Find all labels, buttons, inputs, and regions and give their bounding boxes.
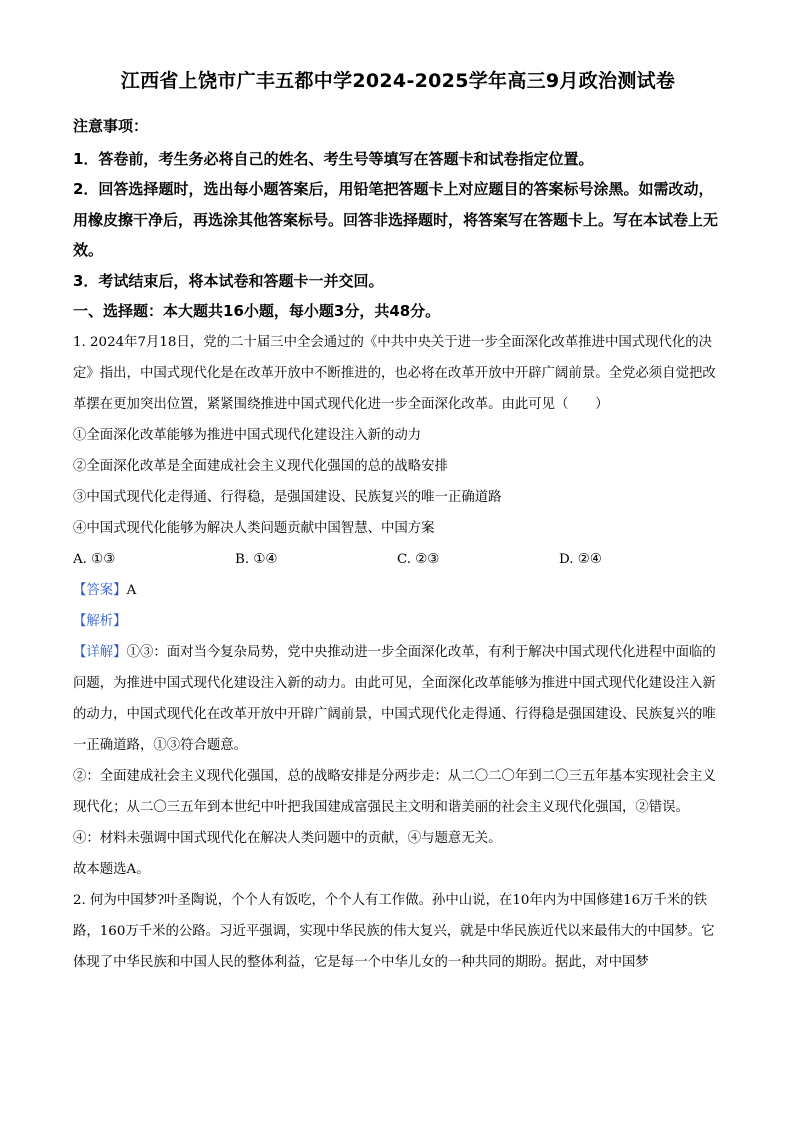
statement-1: ①全面深化改革能够为推进中国式现代化建设注入新的动力 <box>73 427 422 443</box>
exam-title: 江西省上饶市广丰五都中学2024-2025学年高三9月政治测试卷 <box>120 70 676 92</box>
option-c: C. ②③ <box>397 551 440 567</box>
notice-item-3: 3．考试结束后，将本试卷和答题卡一并交回。 <box>73 271 384 290</box>
section-heading: 一、选择题：本大题共16小题，每小题3分，共48分。 <box>73 302 441 320</box>
question-1-stem: 1. 2024年7月18日，党的二十届三中全会通过的《中共中央关于进一步全面深化改革推进中国式现代化的决定》指出，中国式现代化是在改革开放中不断推进的，也必将在改革开放中开辟广阔前景。全党必须自觉把改革摆在更加突出位置，紧紧围绕推进中国式现代化进一步全面深化改革。由此可见（ ） <box>73 334 716 412</box>
detail-paragraph <box>73 637 723 761</box>
analysis-paragraph-2: ②：全面建成社会主义现代化强国，总的战略安排是分两步走：从二〇二〇年到二〇三五年基本实现社会主义现代化；从二〇三五年到本世纪中叶把我国建成富强民主文明和谐美丽的社会主义现代化强国，②错误。 <box>73 768 716 815</box>
option-a: A. ①③ <box>73 551 116 567</box>
notice-section <box>73 111 723 296</box>
notice-item-2: 2．回答选择题时，选出每小题答案后，用铅笔把答题卡上对应题目的答案标号涂黑。如需改动，用橡皮擦干净后，再选涂其他答案标号。回答非选择题时，将答案写在答题卡上。写在本试卷上无效。 <box>73 180 719 259</box>
conclusion: 故本题选A。 <box>73 861 150 877</box>
analysis-paragraph-3: ④：材料未强调中国式现代化在解决人类问题中的贡献，④与题意无关。 <box>73 830 502 846</box>
question-2-stem: 2. 何为中国梦?叶圣陶说，个个人有饭吃，个个人有工作做。孙中山说，在10年内为中国修建16万千米的铁路，160万千米的公路。习近平强调，实现中华民族的伟大复兴，就是中华民族近代以来最伟大的中国梦。它体现了中华民族和中国人民的整体利益，它是每一个中华儿女的一种共同的期盼。据此，对中国梦 <box>73 892 715 970</box>
option-d: D. ②④ <box>559 551 602 567</box>
answer-line <box>73 575 723 606</box>
exam-page <box>73 66 723 978</box>
question-1 <box>73 327 723 885</box>
question-2 <box>73 885 723 978</box>
statement-2: ②全面深化改革是全面建成社会主义现代化强国的总的战略安排 <box>73 458 448 474</box>
detail-tag: 【详解】 <box>73 644 127 660</box>
option-b: B. ①④ <box>235 551 278 567</box>
notice-heading: 注意事项： <box>73 117 149 135</box>
detail-text: ①③：面对当今复杂局势，党中央推动进一步全面深化改革，有利于解决中国式现代化进程中面临的问题，为推进中国式现代化建设注入新的动力。由此可见，全面深化改革能够为推进中国式现代化建设注入新的动力，中国式现代化在改革开放中开辟广阔前景，中国式现代化走得通、行得稳是强国建设、民族复兴的唯一正确道路，①③符合题意。 <box>73 644 716 753</box>
notice-item-1: 1．答卷前，考生务必将自己的姓名、考生号等填写在答题卡和试卷指定位置。 <box>73 149 594 168</box>
options-row <box>73 544 723 575</box>
analysis-line <box>73 606 723 637</box>
statement-4: ④中国式现代化能够为解决人类问题贡献中国智慧、中国方案 <box>73 520 435 536</box>
answer-tag: 【答案】 <box>73 582 127 598</box>
statement-3: ③中国式现代化走得通、行得稳，是强国建设、民族复兴的唯一正确道路 <box>73 489 502 505</box>
answer-value: A <box>126 582 137 598</box>
analysis-tag: 【解析】 <box>73 613 127 629</box>
